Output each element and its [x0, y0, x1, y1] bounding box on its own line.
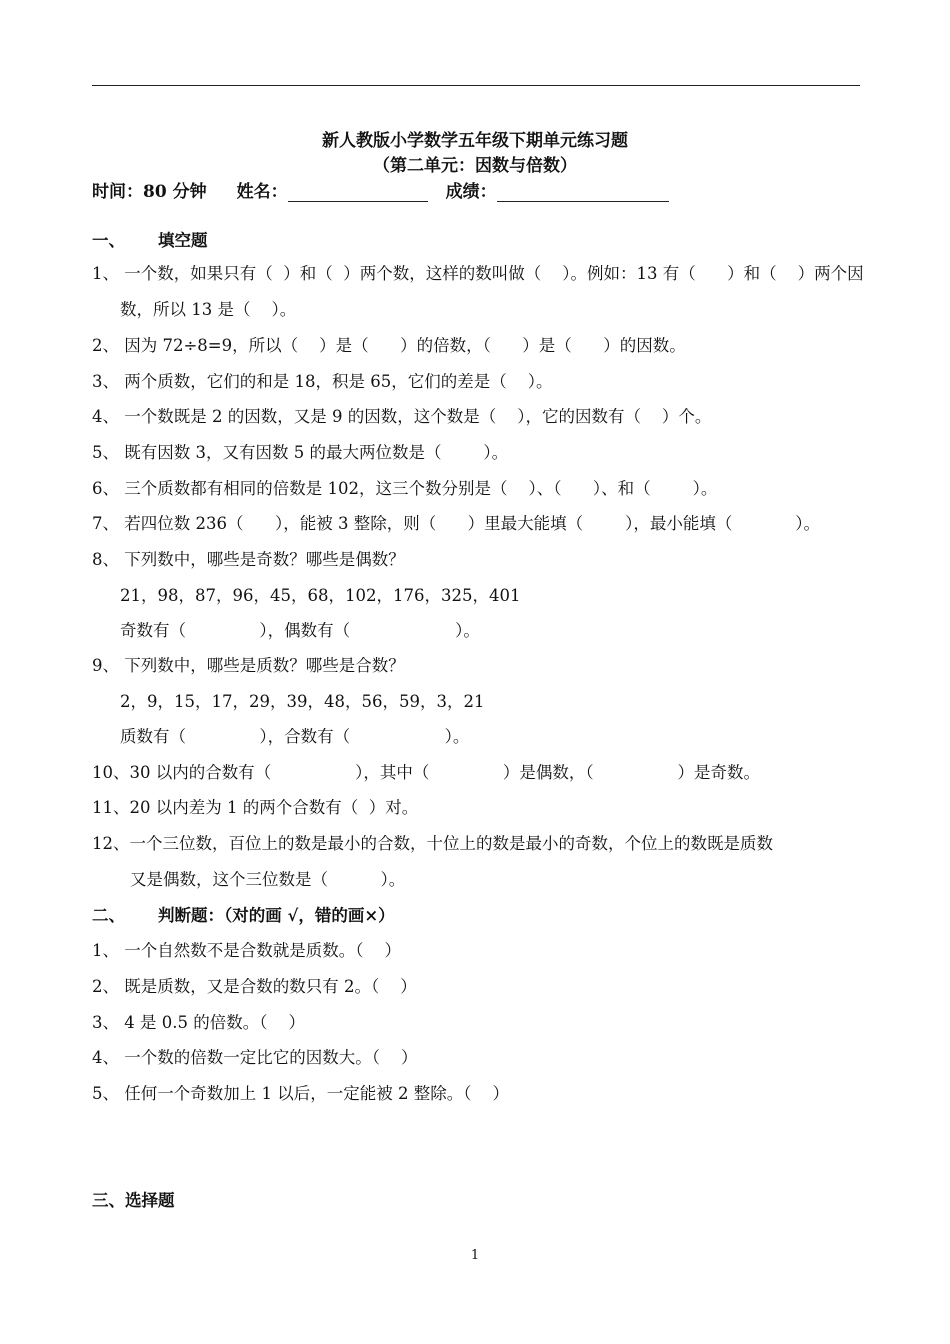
section2-number: 二、: [92, 906, 125, 925]
document-subtitle: （第二单元：因数与倍数）: [373, 156, 577, 176]
section1-title: 填空题: [158, 231, 208, 250]
question-8-numbers: 21，98，87，96，45，68，102，176，325，401: [120, 586, 521, 605]
question-8-answer: 奇数有（ ），偶数有（ ）。: [120, 621, 480, 640]
exam-info-row: [92, 177, 669, 202]
fill-question-4: 4、 一个数既是 2 的因数，又是 9 的因数，这个数是（ ），它的因数有（ ）个。: [92, 407, 712, 426]
section2-heading: [92, 902, 395, 926]
name-label: 姓名：: [236, 182, 288, 202]
question-9-numbers: 2，9，15，17，29，39，48，56，59，3，21: [120, 692, 485, 711]
judge-question-4: 4、 一个数的倍数一定比它的因数大。（ ）: [92, 1048, 418, 1067]
fill-question-2: 2、 因为 72÷8=9，所以（ ）是（ ）的倍数，（ ）是（ ）的因数。: [92, 336, 686, 355]
document-title: 新人教版小学数学五年级下期单元练习题: [322, 131, 628, 151]
section3-heading: 三、选择题: [92, 1191, 175, 1210]
judge-question-1: 1、 一个自然数不是合数就是质数。（ ）: [92, 941, 401, 960]
fill-question-3: 3、 两个质数，它们的和是 18，积是 65，它们的差是（ ）。: [92, 372, 553, 391]
fill-question-12-cont: 又是偶数，这个三位数是（ ）。: [130, 870, 406, 889]
section1-heading: [92, 227, 208, 251]
fill-question-10: 10、30 以内的合数有（ ），其中（ ）是偶数，（ ）是奇数。: [92, 763, 761, 782]
section1-number: 一、: [92, 231, 125, 250]
fill-question-1: 1、 一个数，如果只有（ ）和（ ）两个数，这样的数叫做（ ）。例如：13 有（ ）和（ ）两个因: [92, 264, 864, 283]
judge-question-5: 5、 任何一个奇数加上 1 以后，一定能被 2 整除。（ ）: [92, 1084, 509, 1103]
fill-question-11: 11、20 以内差为 1 的两个合数有（ ）对。: [92, 798, 419, 817]
fill-question-6: 6、 三个质数都有相同的倍数是 102，这三个数分别是（ ）、（ ）、和（ ）。: [92, 479, 718, 498]
top-rule: [92, 85, 860, 86]
score-field[interactable]: [497, 183, 669, 202]
time-label: 时间：80 分钟: [92, 182, 207, 202]
name-field[interactable]: [288, 183, 428, 202]
fill-question-7: 7、 若四位数 236（ ），能被 3 整除，则（ ）里最大能填（ ），最小能填（ ）。: [92, 514, 821, 533]
score-label: 成绩：: [445, 182, 497, 202]
judge-question-3: 3、 4 是 0.5 的倍数。（ ）: [92, 1013, 305, 1032]
fill-question-5: 5、 既有因数 3，又有因数 5 的最大两位数是（ ）。: [92, 443, 509, 462]
section2-title: 判断题：（对的画 √，错的画×）: [158, 906, 395, 925]
judge-question-2: 2、 既是质数，又是合数的数只有 2。（ ）: [92, 977, 417, 996]
fill-question-12: 12、一个三位数，百位上的数是最小的合数，十位上的数是最小的奇数，个位上的数既是质数: [92, 834, 773, 853]
fill-question-9: 9、 下列数中，哪些是质数？哪些是合数？: [92, 656, 405, 675]
fill-question-1-cont: 数，所以 13 是（ ）。: [120, 300, 297, 319]
page-number: 1: [470, 1248, 480, 1263]
fill-question-8: 8、 下列数中，哪些是奇数？哪些是偶数？: [92, 550, 405, 569]
question-9-answer: 质数有（ ），合数有（ ）。: [120, 727, 470, 746]
